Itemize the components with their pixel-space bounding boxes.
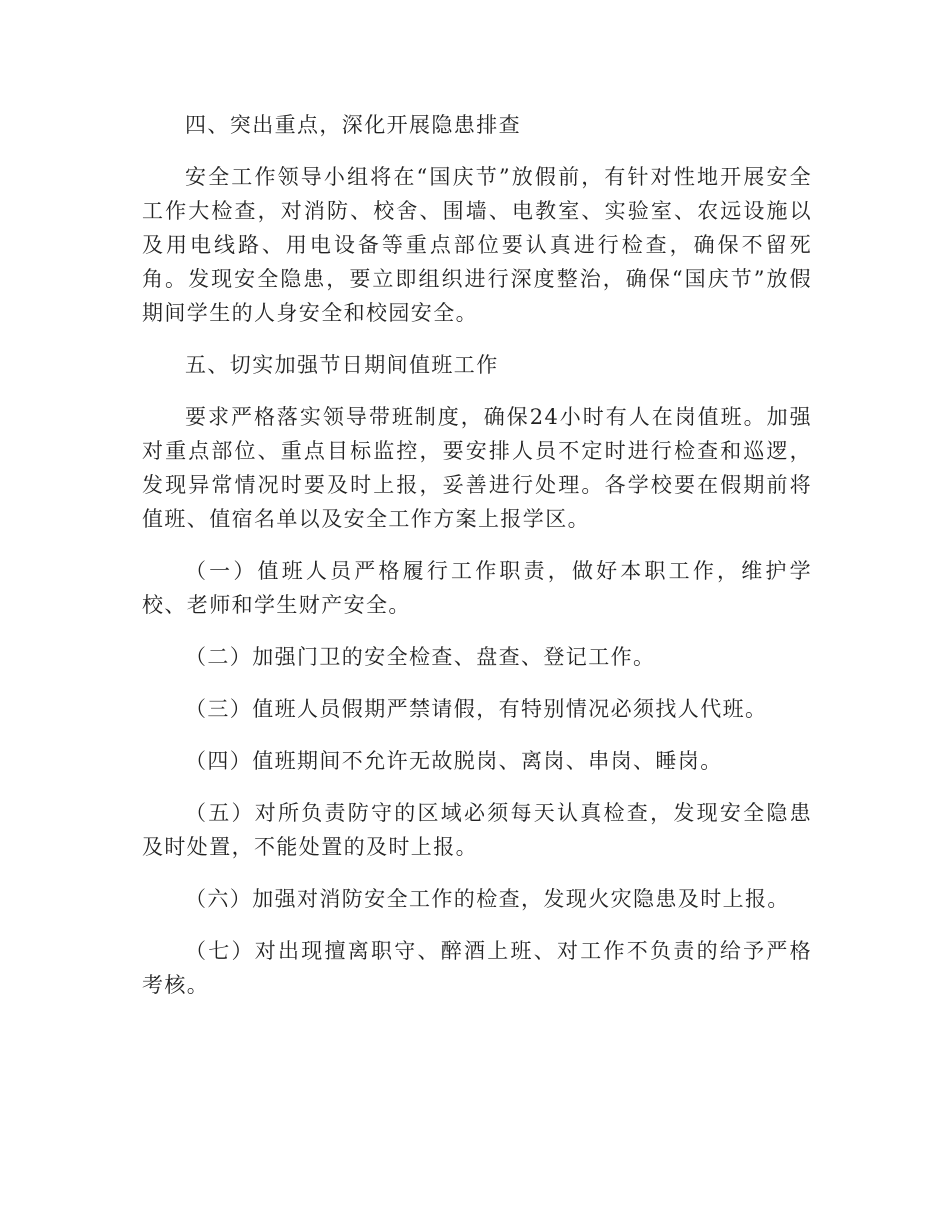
paragraph-inspection: 安全工作领导小组将在“国庆节”放假前，有针对性地开展安全工作大检查，对消防、校舍、围墙、电教室、实验室、农远设施以及用电线路、用电设备等重点部位要认真进行检查，确保不留死角。发现安全隐患，要立即组织进行深度整治，确保“国庆节”放假期间学生的人身安全和校园安全。	[142, 165, 812, 325]
list-item-2: （二）加强门卫的安全检查、盘查、登记工作。	[185, 645, 656, 669]
list-item-6: （六）加强对消防安全工作的检查，发现火灾隐患及时上报。	[185, 887, 790, 911]
paragraph-duty: 要求严格落实领导带班制度，确保24小时有人在岗值班。加强对重点部位、重点目标监控，要安排人员不定时进行检查和巡逻，发现异常情况时要及时上报，妥善进行处理。各学校要在假期前将值班、值宿名单以及安全工作方案上报学区。	[142, 405, 812, 531]
document-body	[142, 108, 812, 1020]
list-item-7: （七）对出现擅离职守、醉酒上班、对工作不负责的给予严格考核。	[142, 939, 812, 997]
section-heading-5: 五、切实加强节日期间值班工作	[185, 353, 499, 377]
list-item-3: （三）值班人员假期严禁请假，有特别情况必须找人代班。	[185, 697, 768, 721]
section-heading-4: 四、突出重点，深化开展隐患排查	[185, 113, 521, 137]
list-item-1: （一）值班人员严格履行工作职责，做好本职工作，维护学校、老师和学生财产安全。	[142, 559, 812, 617]
list-item-5: （五）对所负责防守的区域必须每天认真检查，发现安全隐患及时处置，不能处置的及时上报。	[142, 801, 812, 859]
list-item-4: （四）值班期间不允许无故脱岗、离岗、串岗、睡岗。	[185, 749, 723, 773]
